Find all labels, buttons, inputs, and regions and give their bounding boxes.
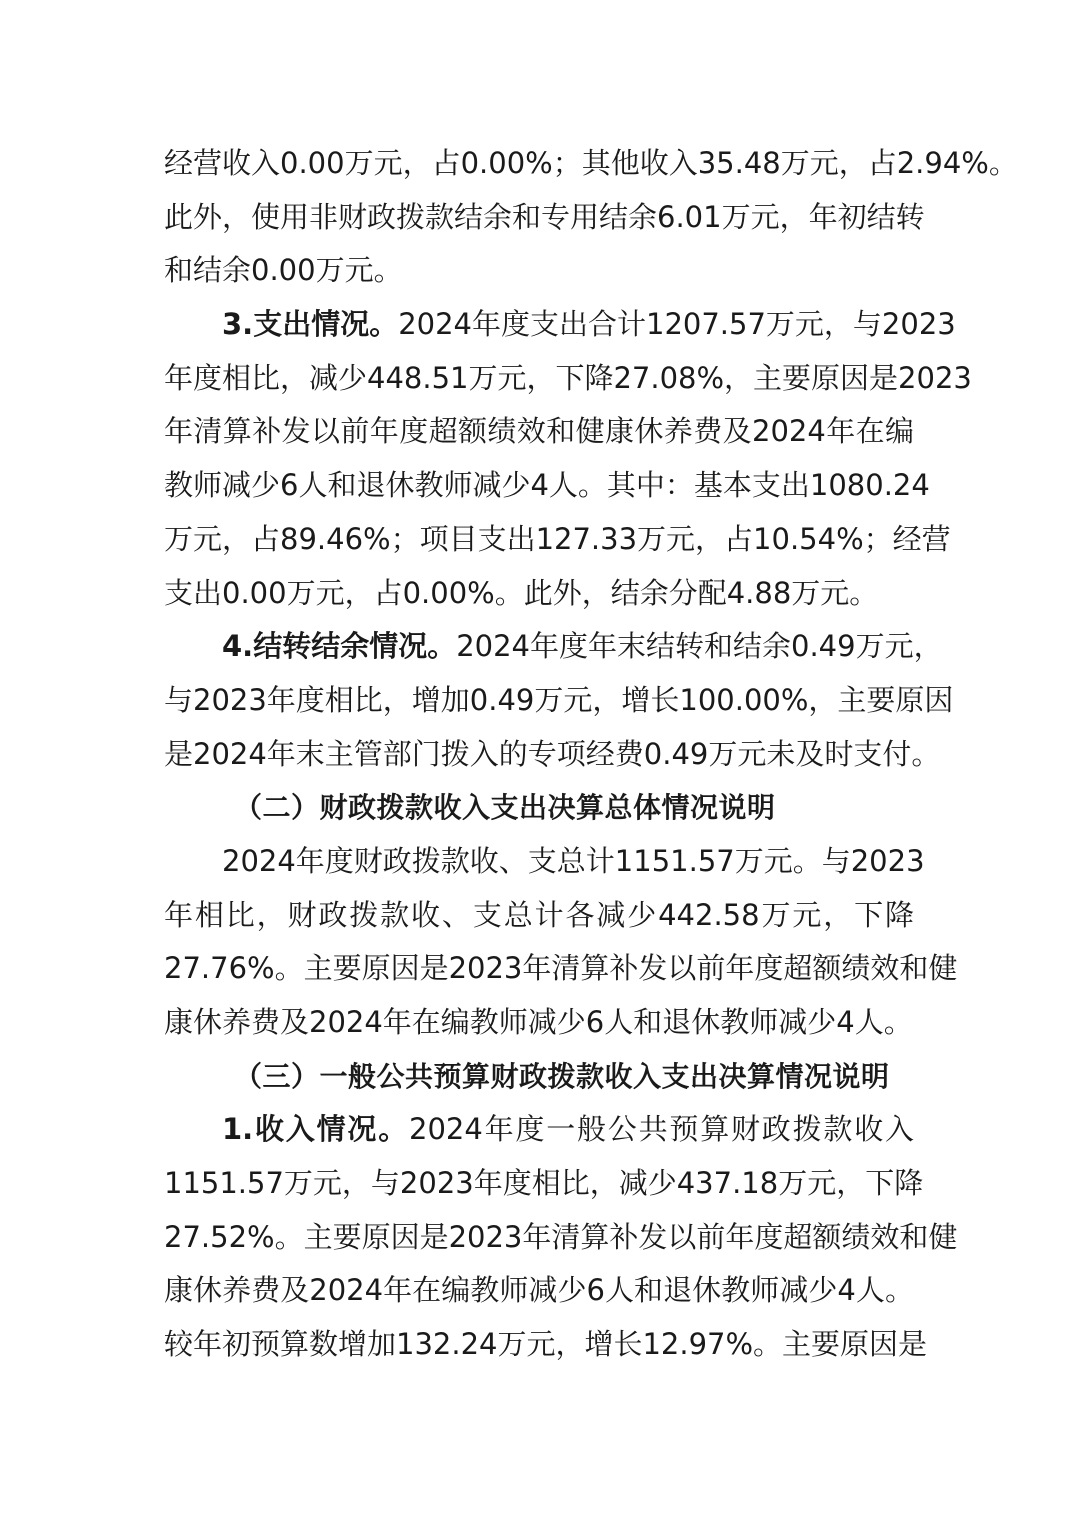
text-line-15: 年相比，财政拨款收、支总计各减少442.58万元，下降 [164, 897, 914, 932]
text-line-19 [164, 1103, 914, 1157]
text-line-10 [164, 620, 943, 674]
text-line-1: 经营收入0.00万元，占0.00%；其他收入35.48万元，占2.94%。 [164, 146, 1018, 180]
document-page [164, 137, 1018, 1372]
text-line-5: 年度相比，减少448.51万元，下降27.08%，主要原因是2023 [164, 360, 972, 395]
text-line-23: 较年初预算数增加132.24万元，增长12.97%。主要原因是 [164, 1327, 928, 1362]
text-line-10-body: 2024年度年末结转和结余0.49万元， [456, 629, 943, 664]
text-line-3: 和结余0.00万元。 [164, 253, 403, 288]
text-line-16: 27.76%。主要原因是2023年清算补发以前年度超额绩效和健 [164, 951, 958, 986]
text-line-2: 此外，使用非财政拨款结余和专用结余6.01万元，年初结转 [164, 199, 925, 234]
text-line-17: 康休养费及2024年在编教师减少6人和退休教师减少4人。 [164, 1005, 913, 1039]
section-lead-expenditure: 3.支出情况。 [222, 307, 399, 342]
section-lead-balance: 4.结转结余情况。 [222, 629, 457, 664]
text-line-7: 教师减少6人和退休教师减少4人。其中：基本支出1080.24 [164, 468, 930, 503]
text-line-14: 2024年度财政拨款收、支总计1151.57万元。与2023 [222, 843, 925, 878]
text-line-12: 是2024年末主管部门拨入的专项经费0.49万元未及时支付。 [164, 736, 941, 771]
text-line-19-body: 2024年度一般公共预算财政拨款收入 [409, 1112, 914, 1147]
text-line-9: 支出0.00万元，占0.00%。此外，结余分配4.88万元。 [164, 575, 879, 610]
section-lead-income: 1.收入情况。 [222, 1112, 409, 1147]
text-line-20: 1151.57万元，与2023年度相比，减少437.18万元，下降 [164, 1166, 924, 1201]
text-line-11: 与2023年度相比，增加0.49万元，增长100.00%，主要原因 [164, 682, 954, 717]
text-line-8: 万元，占89.46%；项目支出127.33万元，占10.54%；经营 [164, 521, 951, 556]
section-heading-2: （二）财政拨款收入支出决算总体情况说明 [234, 791, 776, 825]
document-body [164, 137, 1018, 1372]
text-line-21: 27.52%。主要原因是2023年清算补发以前年度超额绩效和健 [164, 1219, 958, 1254]
text-line-22: 康休养费及2024年在编教师减少6人和退休教师减少4人。 [164, 1273, 914, 1308]
section-heading-3: （三）一般公共预算财政拨款收入支出决算情况说明 [234, 1059, 890, 1093]
text-line-4 [164, 298, 956, 352]
text-line-4-body: 2024年度支出合计1207.57万元，与2023 [398, 307, 956, 342]
text-line-6: 年清算补发以前年度超额绩效和健康休养费及2024年在编 [164, 414, 914, 449]
